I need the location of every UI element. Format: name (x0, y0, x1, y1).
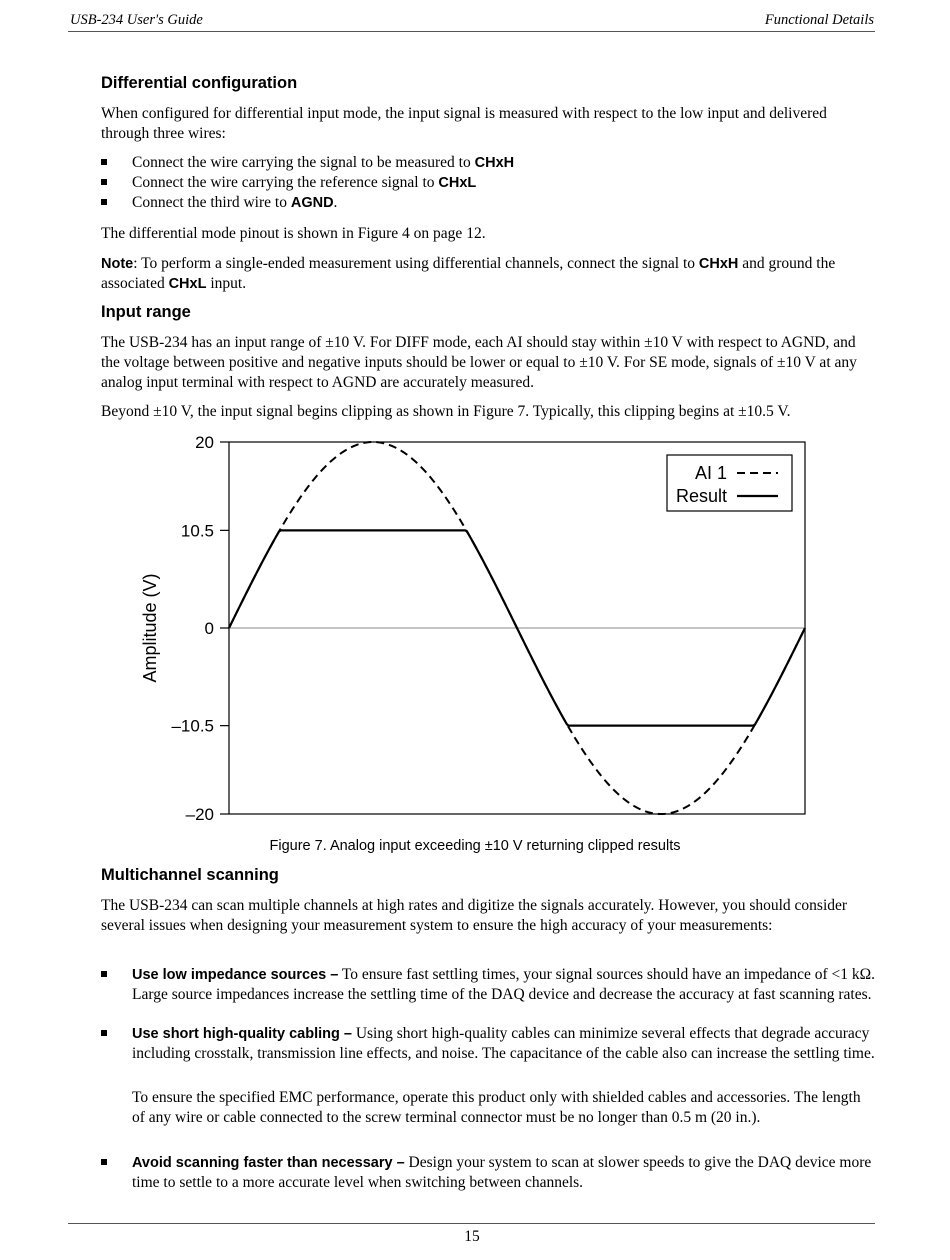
note-text: and ground the associated (101, 255, 836, 292)
bullet-bold: AGND (290, 195, 334, 211)
y-tick-label: 20 (195, 433, 214, 452)
diff-note (101, 254, 876, 294)
legend-label-ai1: AI 1 (694, 463, 727, 483)
legend (667, 455, 792, 511)
bullet-square-icon (101, 971, 107, 977)
note-bold: CHxL (168, 276, 207, 292)
bullet-square-icon (101, 199, 107, 205)
clipping-chart (0, 425, 950, 835)
bullet-bold: Use low impedance sources – (132, 967, 339, 983)
header-rule (68, 31, 875, 32)
note-text: : To perform a single-ended measurement using differential channels, connect the signal to (133, 255, 699, 272)
running-header-title: USB-234 User's Guide (70, 12, 203, 28)
heading-multichannel: Multichannel scanning (101, 866, 279, 884)
range-paragraph-1: The USB-234 has an input range of ±10 V. For DIFF mode, each AI should stay within ±10 V with respect to AGND, and the voltage between positive and negative inputs should be lower or equal to ±10 V. For SE mode, signals of ±10 V at any analog input terminal with respect to AGND are accurately measured. (101, 334, 857, 391)
scan-emc: To ensure the specified EMC performance, operate this product only with shielded cables and accessories. The length of any wire or cable connected to the screw terminal connector must be no longer than 0.5 m (20 in.). (132, 1089, 861, 1126)
y-tick-label: 10.5 (180, 521, 214, 541)
bullet-text: Connect the wire carrying the signal to be measured to (132, 154, 475, 171)
bullet-bold: CHxL (438, 175, 477, 191)
y-axis-label: Amplitude (V) (140, 573, 160, 683)
bullet-text: Design your system to scan at slower speeds to give the DAQ device more time to settle to a more accurate level when switching between channels. (132, 1154, 872, 1191)
bullet-square-icon (101, 1159, 107, 1165)
bullet-bold: Avoid scanning faster than necessary – (132, 1155, 405, 1171)
note-bold: CHxH (698, 256, 739, 272)
bullet-text: To ensure fast settling times, your signal sources should have an impedance of <1 kΩ. Large source impedances increase the settling time of the DAQ device and decrease the accuracy at fast scanning rates. (132, 966, 876, 1003)
running-header-section: Functional Details (764, 12, 874, 28)
note-text: input. (206, 275, 247, 292)
bullet-text: Using short high-quality cables can minimize several effects that degrade accuracy including crosstalk, transmission line effects, and noise. The capacitance of the cable also can increase the settling time. (132, 1025, 875, 1062)
diff-intro: When configured for differential input mode, the input signal is measured with respect to the low input and delivered through three wires: (101, 105, 827, 142)
bullet-square-icon (101, 159, 107, 165)
footer-rule (68, 1223, 875, 1224)
y-tick-label: –10.5 (171, 716, 214, 736)
page-number: 15 (464, 1228, 480, 1245)
bullet-end: . (333, 194, 338, 211)
note-label: Note (101, 256, 134, 272)
bullet-text: Connect the wire carrying the reference signal to (132, 174, 439, 191)
bullet-bold: Use short high-quality cabling – (132, 1026, 352, 1042)
heading-input-range: Input range (101, 303, 191, 321)
bullet-square-icon (101, 179, 107, 185)
bullet-bold: CHxH (474, 155, 515, 171)
scan-intro: The USB-234 can scan multiple channels at high rates and digitize the signals accurately. However, you should consider several issues when designing your measurement system to ensure the high accuracy of your measurements: (101, 897, 848, 934)
bullet-text: Connect the third wire to (132, 194, 291, 211)
y-tick-label: –20 (185, 805, 214, 824)
range-paragraph-2: Beyond ±10 V, the input signal begins clipping as shown in Figure 7. Typically, this clipping begins at ±10.5 V. (101, 403, 791, 420)
heading-differential: Differential configuration (101, 74, 298, 92)
bullet-square-icon (101, 1030, 107, 1036)
y-tick-label: 0 (204, 619, 214, 638)
figure-caption: Figure 7. Analog input exceeding ±10 V returning clipped results (269, 838, 681, 854)
diff-pinout: The differential mode pinout is shown in Figure 4 on page 12. (101, 225, 486, 242)
legend-label-result: Result (675, 486, 727, 506)
